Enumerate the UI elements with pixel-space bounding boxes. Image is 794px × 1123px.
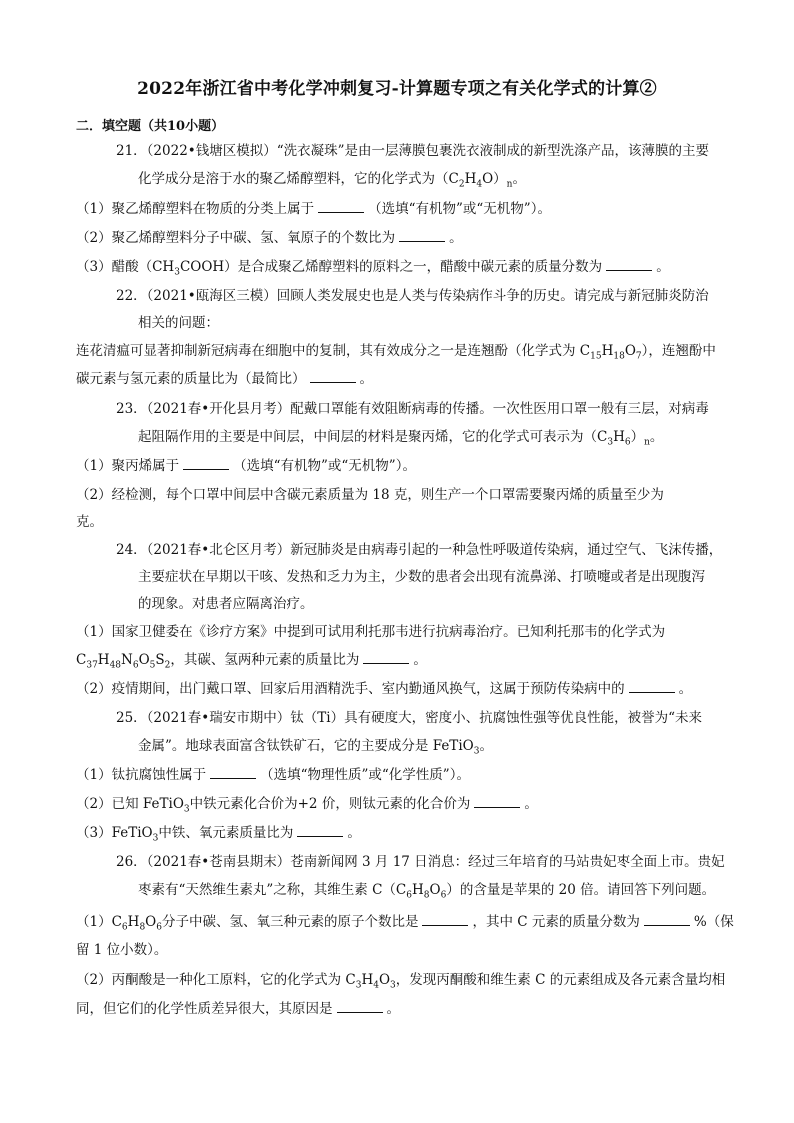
q25-sub-2: （2）已知 FeTiO$_3$中铁元素化合价为+2 价，则钛元素的化合价为 。 <box>76 796 538 815</box>
answer-blank[interactable] <box>606 258 652 271</box>
q26-sub-2: （2）丙酮酸是一种化工原料，它的化学式为 $C_3H_4O_3$，发现丙酮酸和维生素 C 的元素组成及各元素含量均相 <box>76 972 726 991</box>
q25-sub-1: （1）钛抗腐蚀性属于 （选填“物理性质”或“化学性质”）。 <box>76 767 470 783</box>
q25-sub-3: （3）FeTiO$_3$中铁、氧元素质量比为 。 <box>76 825 361 844</box>
q22-line-1: 22．（2021•瓯海区三模）回顾人类发展史也是人类与传染病作斗争的历史。请完成与新冠肺炎防治 <box>116 288 709 304</box>
q24-sub-2: （2）疫情期间，出门戴口罩、回家后用酒精洗手、室内勤通风换气，这属于预防传染病中的 。 <box>76 681 693 697</box>
q23-line-2: 起阻隔作用的主要是中间层，中间层的材料是聚丙烯，它的化学式可表示为$(C_3H_6)_n$。 <box>138 429 664 448</box>
q24-line-1: 24．（2021春•北仑区月考）新冠肺炎是由病毒引起的一种急性呼吸道传染病，通过空气、飞沫传播， <box>116 542 723 558</box>
q22-line-3: 连花清瘟可显著抑制新冠病毒在细胞中的复制，其有效成分之一是连翘酚（化学式为 $C_{15}H_{18}O_7$），连翘酚中 <box>76 343 716 362</box>
answer-blank[interactable] <box>422 913 468 926</box>
answer-blank[interactable] <box>629 680 675 693</box>
q26-line-2: 枣素有“天然维生素丸”之称，其维生素 $C(C_6H_8O_6)$的含量是苹果的 20 倍。请回答下列问题。 <box>138 882 716 901</box>
answer-blank[interactable] <box>644 913 690 926</box>
q26-sub-1: $(1)C_6H_8O_6$分子中碳、氢、氧三种元素的原子个数比是 ，其中 C 元素的质量分数为 %（保 <box>76 914 734 933</box>
q26-line-1: 26．（2021春•苍南县期末）苍南新闻网 3 月 17 日消息：经过三年培育的马站贵妃枣全面上市。贵妃 <box>116 854 725 870</box>
q24-line-3: 的现象。对患者应隔离治疗。 <box>138 596 314 612</box>
q21-line-1: 21．（2022•钱塘区模拟）“洗衣凝珠”是由一层薄膜包裹洗衣液制成的新型洗涤产品，该薄膜的主要 <box>116 143 710 159</box>
q23-sub-1: （1）聚丙烯属于 （选填“有机物”或“无机物”）。 <box>76 458 416 474</box>
q21-sub-2: （2）聚乙烯醇塑料分子中碳、氢、氧原子的个数比为 。 <box>76 230 463 246</box>
q22-line-4: 碳元素与氢元素的质量比为（最简比） 。 <box>76 371 373 387</box>
q24-line-2: 主要症状在早期以干咳、发热和乏力为主，少数的患者会出现有流鼻涕、打喷嚏或者是出现腹泻 <box>138 569 705 585</box>
q21-sub-3: （3）醋酸$(CH_3COOH)$是合成聚乙烯醇塑料的原料之一，醋酸中碳元素的质量分数为 。 <box>76 259 670 278</box>
q22-line-2: 相关的问题： <box>138 315 219 331</box>
q23-sub-2-cont: 克。 <box>76 514 103 530</box>
q26-sub-2-cont: 同，但它们的化学性质差异很大，其原因是 。 <box>76 1001 400 1017</box>
q23-line-1: 23．（2021春•开化县月考）配戴口罩能有效阻断病毒的传播。一次性医用口罩一般有三层，对病毒 <box>116 401 709 417</box>
q25-line-2: 金属”。地球表面富含钛铁矿石，它的主要成分是 FeTiO$_3$。 <box>138 738 493 757</box>
q24-sub-1-cont: $C_{37}H_{48}N_6O_5S_2$，其碳、氢两种元素的质量比为 。 <box>76 652 427 671</box>
answer-blank[interactable] <box>310 370 356 383</box>
answer-blank[interactable] <box>363 651 409 664</box>
answer-blank[interactable] <box>318 200 364 213</box>
answer-blank[interactable] <box>210 766 256 779</box>
section-heading: 二．填空题（共10小题） <box>76 119 225 134</box>
answer-blank[interactable] <box>399 229 445 242</box>
answer-blank[interactable] <box>297 824 343 837</box>
answer-blank[interactable] <box>474 795 520 808</box>
q24-sub-1: （1）国家卫健委在《诊疗方案》中提到可试用利托那韦进行抗病毒治疗。已知利托那韦的化学式为 <box>76 624 666 640</box>
page-title: 2022年浙江省中考化学冲刺复习-计算题专项之有关化学式的计算② <box>137 79 657 99</box>
answer-blank[interactable] <box>183 457 229 470</box>
q21-line-2: 化学成分是溶于水的聚乙烯醇塑料，它的化学式为$(C_2H_4O)_n$。 <box>138 171 526 190</box>
q21-sub-1: （1）聚乙烯醇塑料在物质的分类上属于 （选填“有机物”或“无机物”）。 <box>76 201 551 217</box>
q23-sub-2: （2）经检测，每个口罩中间层中含碳元素质量为 18 克，则生产一个口罩需要聚丙烯的质量至少为 <box>76 487 664 503</box>
q25-line-1: 25．（2021春•瑞安市期中）钛（Ti）具有硬度大，密度小、抗腐蚀性强等优良性能，被誉为“未来 <box>116 710 702 726</box>
q26-sub-1-cont: 留 1 位小数）。 <box>76 942 168 958</box>
answer-blank[interactable] <box>337 1000 383 1013</box>
